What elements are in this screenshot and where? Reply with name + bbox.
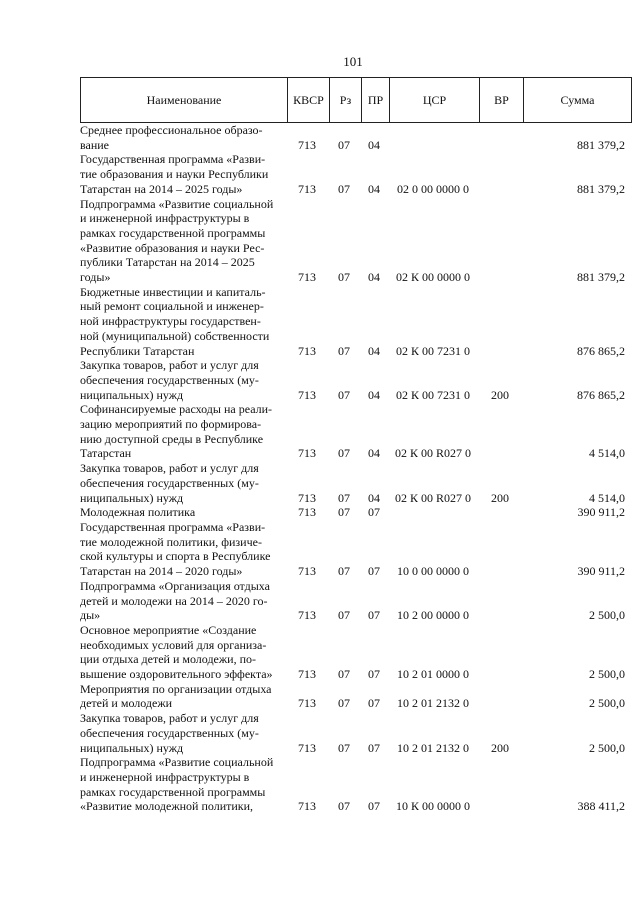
row-rz: 07: [338, 608, 350, 623]
row-rz: 07: [338, 696, 350, 711]
row-csr: 02 К 00 R027 0: [394, 446, 471, 461]
row-csr: 02 К 00 0000 0: [395, 270, 470, 285]
table-row: [80, 461, 632, 505]
row-name: Софинансируемые расходы на реали- зацию мероприятий по формирова- нию доступной среды в Республике Татарстан: [80, 402, 273, 461]
row-rz: 07: [338, 505, 350, 520]
table-row: [80, 285, 632, 359]
table-row: [80, 152, 632, 196]
row-rz: 07: [338, 343, 350, 358]
row-pr: 07: [368, 505, 380, 520]
row-kvsr: 713: [298, 608, 316, 623]
row-kvsr: 713: [298, 505, 316, 520]
row-pr: 04: [368, 181, 380, 196]
row-rz: 07: [338, 181, 350, 196]
row-kvsr: 713: [298, 564, 316, 579]
page-number: 101: [343, 54, 363, 69]
row-pr: 04: [368, 490, 380, 505]
row-vr: 200: [491, 740, 509, 755]
row-name: Основное мероприятие «Создание необходимых условий для организа- ции отдыха детей и молодежи, по- вышение оздоровительного эффекта»: [80, 622, 273, 682]
row-sum: 881 379,2: [577, 181, 625, 196]
row-vr: 200: [491, 387, 509, 402]
row-name: Молодежная политика: [80, 505, 196, 520]
row-rz: 07: [338, 270, 350, 285]
header-name: Наименование: [146, 92, 222, 107]
table-row: [80, 520, 632, 579]
table-body: [80, 123, 632, 814]
row-sum: 388 411,2: [577, 799, 625, 814]
row-rz: 07: [338, 446, 350, 461]
row-pr: 04: [368, 446, 380, 461]
table-row: [80, 755, 632, 814]
row-sum: 390 911,2: [577, 505, 625, 520]
row-kvsr: 713: [298, 137, 316, 152]
row-rz: 07: [338, 564, 350, 579]
row-sum: 876 865,2: [577, 387, 625, 402]
table-row: [80, 197, 632, 285]
row-pr: 04: [368, 387, 380, 402]
row-sum: 881 379,2: [577, 270, 625, 285]
row-name: Мероприятия по организации отдыха детей и молодежи: [80, 681, 272, 711]
table-row: [80, 711, 632, 755]
row-sum: 2 500,0: [589, 740, 625, 755]
row-rz: 07: [338, 137, 350, 152]
header-vr: ВР: [479, 78, 523, 122]
row-pr: 07: [368, 696, 380, 711]
row-sum: 2 500,0: [589, 608, 625, 623]
row-pr: 07: [368, 564, 380, 579]
row-rz: 07: [338, 490, 350, 505]
table-header: [80, 77, 632, 123]
table-row: [80, 402, 632, 461]
table-row: [80, 123, 632, 152]
row-sum: 876 865,2: [577, 343, 625, 358]
row-vr: 200: [491, 490, 509, 505]
row-sum: 4 514,0: [589, 490, 625, 505]
row-sum: 390 911,2: [577, 564, 625, 579]
row-csr: 10 2 01 2132 0: [397, 740, 469, 755]
row-kvsr: 713: [298, 799, 316, 814]
row-kvsr: 713: [298, 696, 316, 711]
row-csr: 10 0 00 0000 0: [397, 564, 469, 579]
row-kvsr: 713: [298, 667, 316, 682]
row-csr: 02 К 00 7231 0: [395, 387, 470, 402]
row-name: Подпрограмма «Развитие социальной и инженерной инфраструктуры в рамках государственной программы «Развитие молодежной политики,: [80, 755, 274, 814]
row-csr: 02 К 00 R027 0: [394, 490, 471, 505]
row-name: Государственная программа «Разви- тие образования и науки Республики Татарстан на 2014 – 2025 годы»: [80, 152, 269, 196]
row-pr: 04: [368, 270, 380, 285]
row-name: Государственная программа «Разви- тие молодежной политики, физиче- ской культуры и спорта в Республике Татарстан на 2014 – 2020 годы»: [80, 519, 271, 579]
table-row: [80, 358, 632, 402]
row-csr: 02 К 00 7231 0: [395, 343, 470, 358]
row-sum: 4 514,0: [589, 446, 625, 461]
header-sum: Сумма: [523, 78, 631, 122]
row-rz: 07: [338, 667, 350, 682]
row-name: Закупка товаров, работ и услуг для обеспечения государственных (му- ниципальных) нужд: [80, 711, 259, 755]
row-name: Подпрограмма «Развитие социальной и инженерной инфраструктуры в рамках государственной программы «Развитие образования и науки Рес- публики Татарстан на 2014 – 2025 годы»: [80, 196, 274, 285]
row-kvsr: 713: [298, 181, 316, 196]
row-kvsr: 713: [298, 270, 316, 285]
row-csr: 10 2 00 0000 0: [397, 608, 469, 623]
row-csr: 10 2 01 0000 0: [397, 667, 469, 682]
row-pr: 07: [368, 740, 380, 755]
row-sum: 2 500,0: [589, 696, 625, 711]
row-rz: 07: [338, 740, 350, 755]
row-name: Подпрограмма «Организация отдыха детей и молодежи на 2014 – 2020 го- ды»: [80, 578, 270, 623]
row-pr: 07: [368, 667, 380, 682]
row-kvsr: 713: [298, 387, 316, 402]
row-csr: 10 К 00 0000 0: [395, 799, 470, 814]
header-pr: ПР: [361, 78, 389, 122]
row-csr: 02 0 00 0000 0: [397, 181, 469, 196]
row-csr: 10 2 01 2132 0: [397, 696, 469, 711]
row-kvsr: 713: [298, 446, 316, 461]
table-row: [80, 623, 632, 682]
table-row: [80, 505, 632, 520]
table-row: [80, 579, 632, 623]
row-pr: 07: [368, 799, 380, 814]
header-rz: Рз: [329, 78, 361, 122]
row-name: Среднее профессиональное образо- вание: [80, 123, 263, 152]
row-sum: 881 379,2: [577, 137, 625, 152]
row-sum: 2 500,0: [589, 667, 625, 682]
row-rz: 07: [338, 799, 350, 814]
row-name: Закупка товаров, работ и услуг для обеспечения государственных (му- ниципальных) нужд: [80, 461, 259, 505]
row-name: Закупка товаров, работ и услуг для обеспечения государственных (му- ниципальных) нужд: [80, 358, 259, 402]
header-kvsr: КВСР: [287, 78, 329, 122]
row-kvsr: 713: [298, 740, 316, 755]
row-rz: 07: [338, 387, 350, 402]
row-name: Бюджетные инвестиции и капиталь- ный ремонт социальной и инженер- ной инфраструктуры государствен- ной (муниципальной) собственности Республики Татарстан: [80, 284, 270, 358]
table-row: [80, 682, 632, 711]
row-pr: 04: [368, 343, 380, 358]
row-pr: 07: [368, 608, 380, 623]
row-pr: 04: [368, 137, 380, 152]
row-kvsr: 713: [298, 343, 316, 358]
row-kvsr: 713: [298, 490, 316, 505]
header-csr: ЦСР: [389, 78, 479, 122]
